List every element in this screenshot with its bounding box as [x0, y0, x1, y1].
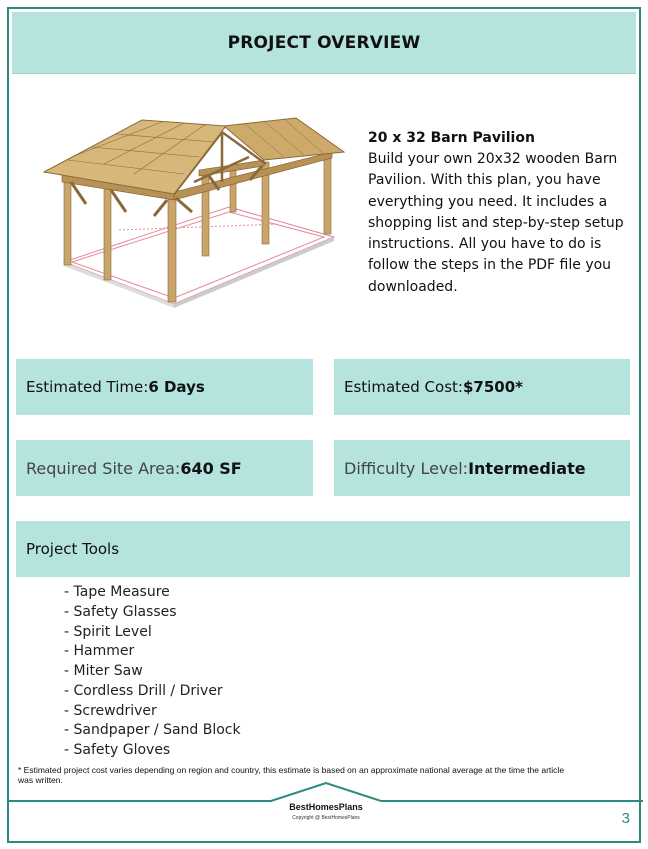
cost-footnote: * Estimated project cost varies depending on region and country, this estimate is based on an approximate national average at the time the article was written.: [18, 765, 565, 785]
difficulty-value: Intermediate: [468, 458, 586, 478]
list-item: - Screwdriver: [64, 702, 157, 719]
brand-name: BestHomesPlans: [289, 802, 363, 812]
site-area-label: Required Site Area:: [26, 458, 181, 478]
project-tools-box: [16, 521, 630, 577]
estimated-time-label: Estimated Time:: [26, 378, 149, 396]
estimated-time-value: 6 Days: [148, 378, 205, 396]
list-item: - Hammer: [64, 643, 135, 660]
copyright-text: Copyright @ BestHomesPlans: [292, 815, 360, 821]
list-item: - Miter Saw: [64, 663, 143, 679]
list-item: - Sandpaper / Sand Block: [64, 722, 241, 739]
site-area-value: 640 SF: [180, 458, 242, 478]
project-tools-heading: Project Tools: [26, 540, 120, 558]
page-number: 3: [621, 810, 630, 827]
project-intro: [368, 128, 630, 298]
project-description: Build your own 20x32 wooden Barn Pavilion. With this plan, you have everything you need. It includes a shopping list and step-by-step setup instructions. All you have to do is follow the steps in the PDF file you downloaded.: [368, 151, 624, 295]
estimated-cost-box: [334, 359, 630, 415]
estimated-time-box: [16, 359, 313, 415]
list-item: - Cordless Drill / Driver: [64, 682, 223, 699]
list-item: - Safety Gloves: [64, 742, 171, 758]
page-header: [12, 12, 636, 74]
estimated-cost-value: $7500*: [462, 378, 523, 396]
list-item: - Spirit Level: [64, 623, 152, 640]
page-frame: [7, 7, 641, 843]
estimated-cost-label: Estimated Cost:: [344, 378, 463, 396]
pavilion-illustration: [34, 112, 354, 312]
site-area-box: [16, 440, 313, 496]
project-name: 20 x 32 Barn Pavilion: [368, 130, 535, 146]
page-title: PROJECT OVERVIEW: [227, 32, 421, 53]
difficulty-label: Difficulty Level:: [344, 458, 469, 478]
difficulty-box: [334, 440, 630, 496]
list-item: - Tape Measure: [64, 584, 170, 600]
tools-list: [64, 583, 241, 761]
list-item: - Safety Glasses: [64, 603, 177, 620]
